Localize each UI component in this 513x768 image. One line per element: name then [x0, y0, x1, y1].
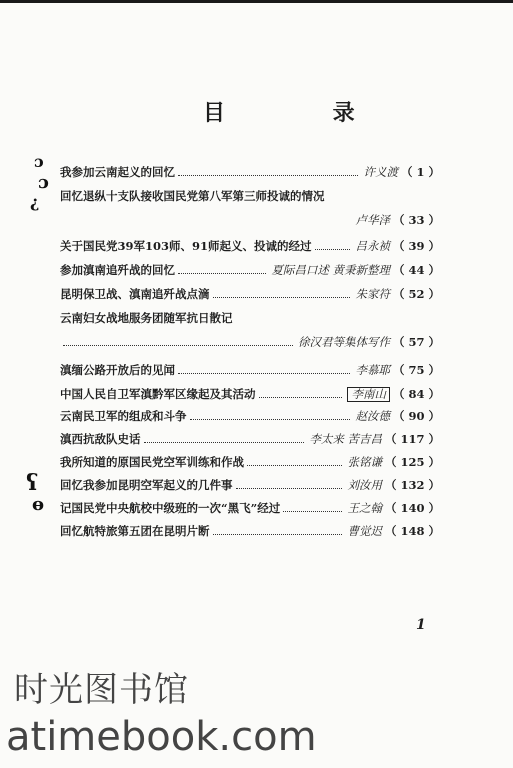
toc-list: [60, 166, 440, 548]
toc-entry-page: （ 132 ）: [384, 478, 440, 492]
toc-entry-page: （ 57 ）: [392, 335, 440, 349]
toc-entry[interactable]: [60, 479, 440, 502]
toc-entry[interactable]: [60, 312, 440, 364]
toc-entry[interactable]: [60, 525, 440, 548]
leader-dots: [315, 249, 351, 250]
toc-entry-title: 云南妇女战地服务团随军抗日散记: [60, 311, 233, 325]
toc-entry-page: （ 52 ）: [392, 287, 440, 301]
toc-entry-title: 我参加云南起义的回忆: [60, 165, 175, 179]
page-number: 1: [416, 617, 426, 633]
toc-entry-page: （ 117 ）: [384, 432, 440, 446]
toc-entry-page: （ 33 ）: [392, 213, 440, 227]
leader-dots: [213, 297, 351, 298]
handwritten-margin-mark: ʕ: [26, 470, 39, 496]
toc-entry-author: 曹觉迟: [347, 524, 382, 538]
toc-entry-page: （ 44 ）: [392, 263, 440, 277]
toc-entry-author: 张铭谦: [347, 455, 382, 469]
toc-entry-title: 记国民党中央航校中级班的一次“黑飞”经过: [60, 501, 281, 515]
toc-entry[interactable]: [60, 364, 440, 387]
page-title: 目 录: [203, 100, 405, 126]
toc-entry-author: 许义渡: [363, 165, 398, 179]
toc-entry-author: 朱家符: [355, 287, 390, 301]
toc-entry-title: 昆明保卫战、滇南追歼战点滴: [60, 287, 210, 301]
leader-dots: [63, 345, 293, 346]
watermark-url: atimebook.com: [6, 714, 317, 760]
toc-entry-author: 李南山: [347, 387, 390, 402]
toc-entry-author: 赵汝德: [355, 409, 390, 423]
toc-entry-author: 李太来 苦吉昌: [309, 432, 382, 446]
toc-entry-page: （ 84 ）: [392, 387, 440, 401]
toc-entry-author: 夏际昌口述 黄秉新整理: [271, 263, 390, 277]
toc-entry-title: 关于国民党39军103师、91师起义、投诚的经过: [60, 239, 312, 253]
toc-entry-page: （ 125 ）: [384, 455, 440, 469]
watermark-name: 时光图书馆: [14, 670, 189, 710]
toc-entry-author: 王之翰: [347, 501, 382, 515]
toc-entry[interactable]: [60, 502, 440, 525]
toc-entry-page: （ 1 ）: [400, 165, 440, 179]
handwritten-margin-mark: ɔ: [38, 172, 49, 193]
leader-dots: [247, 465, 342, 466]
handwritten-margin-mark: ¿: [30, 192, 40, 211]
toc-entry-title: 滇缅公路开放后的见闻: [60, 363, 175, 377]
toc-entry-page: （ 140 ）: [384, 501, 440, 515]
toc-entry-page: （ 75 ）: [392, 363, 440, 377]
handwritten-margin-mark: ɵ: [32, 494, 45, 515]
toc-entry[interactable]: [60, 166, 440, 190]
top-border-rule: [0, 0, 513, 3]
leader-dots: [236, 488, 343, 489]
toc-entry-author: 李慕耶: [355, 363, 390, 377]
leader-dots: [190, 419, 351, 420]
leader-dots: [178, 175, 358, 176]
leader-dots: [283, 511, 342, 512]
toc-entry-page: （ 39 ）: [392, 239, 440, 253]
toc-entry[interactable]: [60, 288, 440, 312]
toc-entry-author: 卢华泽: [355, 213, 390, 227]
leader-dots: [259, 397, 343, 398]
toc-entry-author: 吕永祯: [355, 239, 390, 253]
leader-dots: [144, 442, 305, 443]
leader-dots: [178, 373, 350, 374]
toc-entry-title: 参加滇南追歼战的回忆: [60, 263, 175, 277]
toc-entry-title: 云南民卫军的组成和斗争: [60, 409, 187, 423]
toc-entry[interactable]: [60, 433, 440, 456]
toc-entry[interactable]: [60, 190, 440, 240]
toc-entry[interactable]: [60, 264, 440, 288]
toc-entry[interactable]: [60, 410, 440, 433]
toc-entry-title: 我所知道的原国民党空军训练和作战: [60, 455, 244, 469]
leader-dots: [178, 273, 266, 274]
leader-dots: [213, 534, 343, 535]
toc-entry-title: 回忆航特旅第五团在昆明片断: [60, 524, 210, 538]
toc-entry-author: 徐汉君等集体写作: [297, 335, 390, 349]
toc-entry-title: 回忆我参加昆明空军起义的几件事: [60, 478, 233, 492]
toc-entry-title: 中国人民自卫军滇黔军区缘起及其活动: [60, 387, 256, 401]
toc-entry-title: 滇西抗敌队史话: [60, 432, 141, 446]
toc-entry-page: （ 148 ）: [384, 524, 440, 538]
toc-entry-title: 回忆退纵十支队接收国民党第八军第三师投诚的情况: [60, 189, 325, 203]
toc-entry[interactable]: [60, 240, 440, 264]
handwritten-margin-mark: ɔ: [34, 152, 44, 171]
toc-entry[interactable]: [60, 456, 440, 479]
toc-entry-page: （ 90 ）: [392, 409, 440, 423]
toc-entry-author: 刘汝用: [347, 478, 382, 492]
toc-entry[interactable]: [60, 387, 440, 410]
